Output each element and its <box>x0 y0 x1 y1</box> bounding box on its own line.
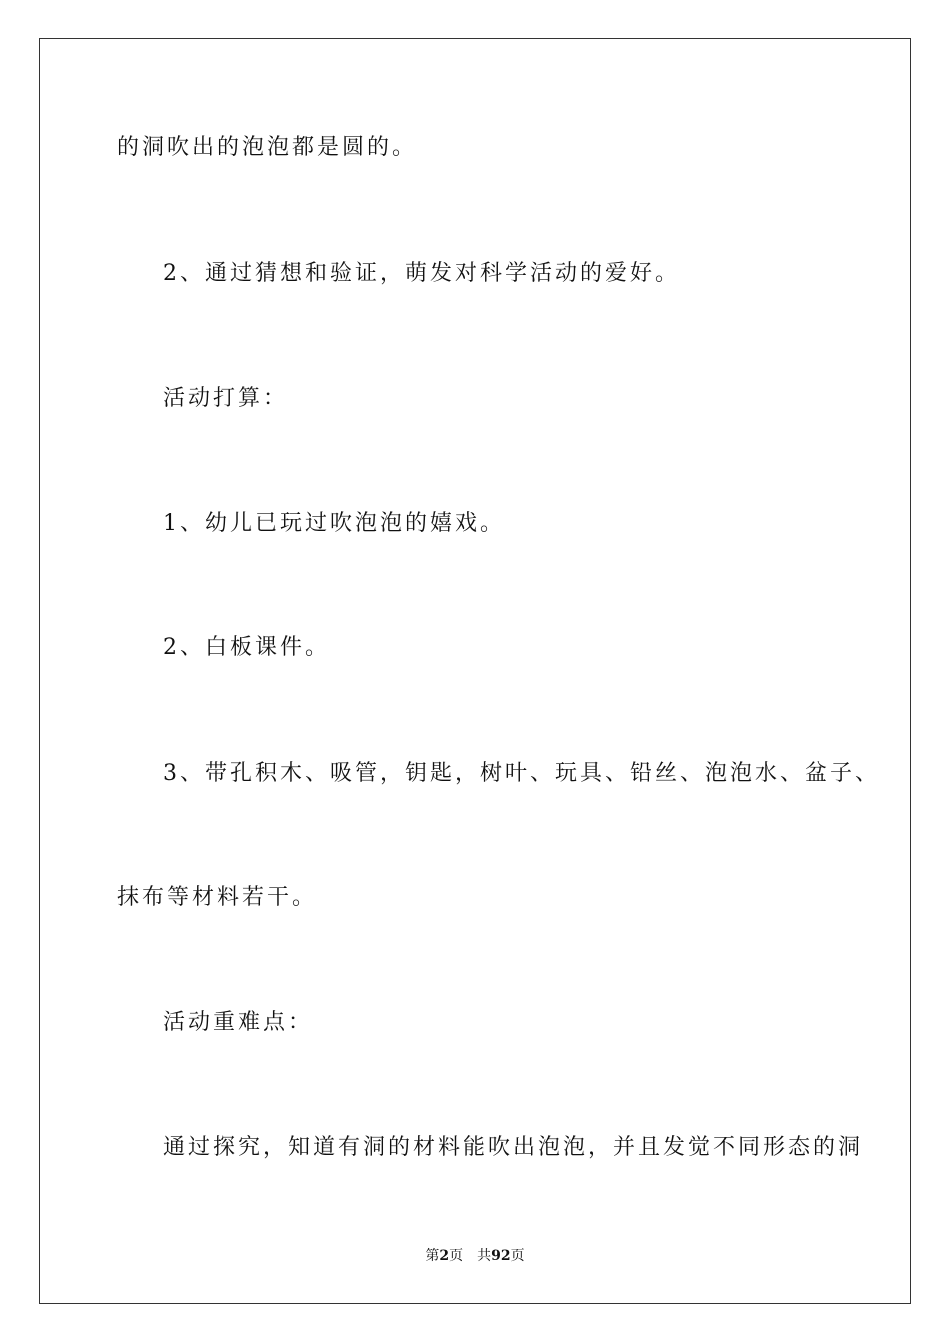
text-line-2: 2、通过猜想和验证，萌发对科学活动的爱好。 <box>163 261 680 286</box>
page-border <box>39 38 911 1304</box>
text-line-9: 通过探究，知道有洞的材料能吹出泡泡，并且发觉不同形态的洞 <box>163 1135 864 1160</box>
text-line-1: 的洞吹出的泡泡都是圆的。 <box>117 135 418 160</box>
footer-total-prefix: 共 <box>477 1248 492 1264</box>
footer-page-prefix: 第 <box>425 1248 440 1264</box>
footer-page-number: 2 <box>439 1248 450 1264</box>
footer-total-suffix: 页 <box>510 1248 525 1264</box>
footer-total-pages: 92 <box>491 1248 511 1264</box>
footer-page-suffix: 页 <box>449 1248 464 1264</box>
text-line-5: 2、白板课件。 <box>163 635 330 660</box>
text-line-6: 3、带孔积木、吸管，钥匙，树叶、玩具、铅丝、泡泡水、盆子、 <box>163 761 880 786</box>
page-footer <box>0 1246 950 1266</box>
text-line-4: 1、幼儿已玩过吹泡泡的嬉戏。 <box>163 511 505 536</box>
text-line-8: 活动重难点： <box>163 1010 314 1035</box>
text-line-3: 活动打算： <box>163 386 289 411</box>
text-line-7: 抹布等材料若干。 <box>117 885 318 910</box>
